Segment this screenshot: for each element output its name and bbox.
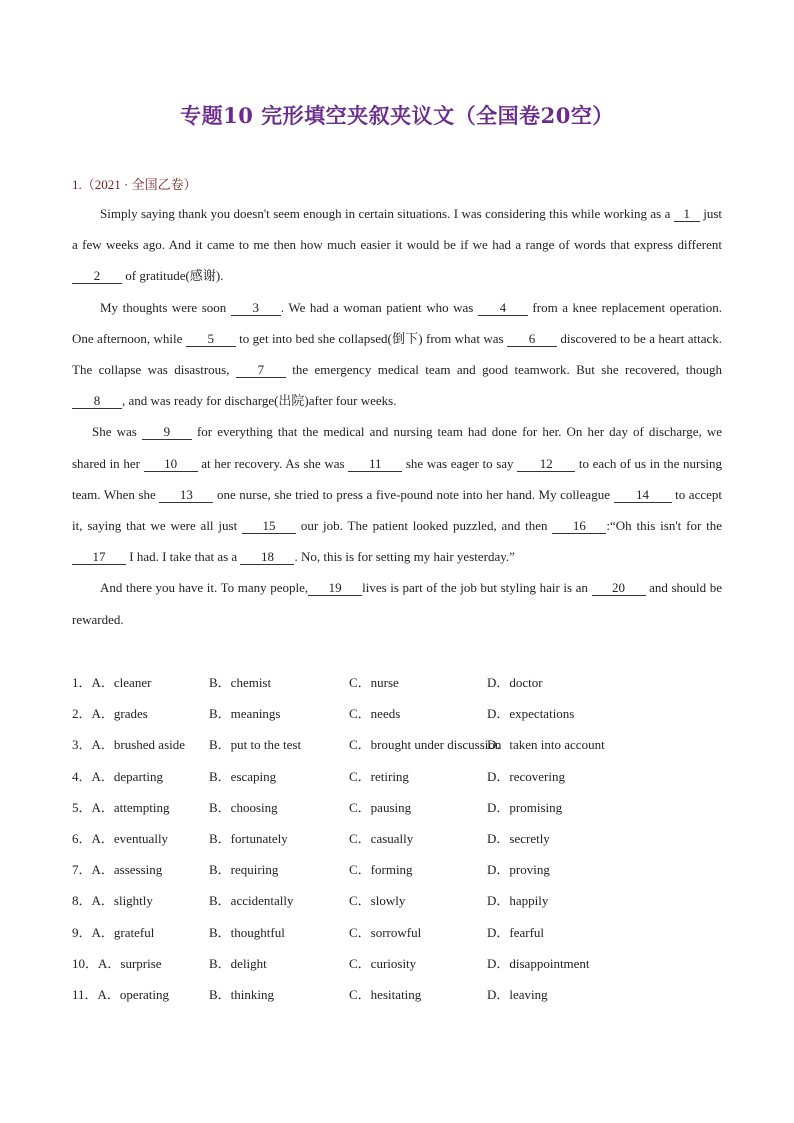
- option-b: B．chemist: [209, 675, 272, 690]
- question-number: 1．: [72, 675, 92, 690]
- question-number: 2．: [72, 706, 92, 722]
- option-d: D．recovering: [487, 768, 565, 784]
- blank-14: 14: [614, 488, 672, 503]
- option-a: [72, 729, 185, 760]
- option-a: [72, 667, 151, 698]
- option-row: [72, 948, 722, 979]
- option-c: C．nurse: [349, 675, 399, 690]
- blank-5: 5: [186, 332, 236, 347]
- question-number: 3．: [72, 737, 92, 753]
- option-row: [72, 729, 722, 760]
- passage-text: from a knee replacement operation. One afternoon, while: [72, 299, 722, 346]
- passage-text: to accept it, saying that we were all just: [72, 486, 722, 534]
- options-list: [72, 667, 722, 1010]
- blank-7: 7: [236, 363, 286, 378]
- option-a-text: A．slightly: [91, 893, 153, 909]
- passage-text: lives is part of the job but styling hair is an: [362, 580, 592, 596]
- blank-12: 12: [517, 457, 575, 472]
- blank-1: 1: [674, 207, 700, 222]
- option-a-text: A．assessing: [91, 862, 163, 878]
- passage-text: one nurse, she tried to press a five-pound note into her hand. My colleague: [213, 486, 614, 502]
- blank-9: 9: [142, 425, 192, 440]
- option-c: C．curiosity: [349, 955, 417, 971]
- passage-text: She was: [92, 424, 142, 440]
- passage-text: I had. I take that as a: [126, 549, 241, 565]
- option-row: [72, 823, 722, 854]
- blank-19: 19: [308, 581, 362, 596]
- passage-text: and should be rewarded.: [72, 580, 722, 627]
- blank-2: 2: [72, 269, 122, 284]
- question-number: 9．: [72, 924, 92, 940]
- option-b: B．fortunately: [209, 830, 288, 846]
- option-a-text: A．cleaner: [91, 675, 152, 690]
- option-c: C．needs: [349, 706, 401, 722]
- option-d: D．taken into account: [487, 737, 605, 753]
- option-a-text: A．departing: [91, 768, 163, 784]
- passage-text: My thoughts were soon: [100, 299, 231, 315]
- option-c: C．retiring: [349, 768, 409, 784]
- option-a: [72, 698, 148, 729]
- option-a: [72, 948, 162, 979]
- option-row: [72, 698, 722, 729]
- option-row: [72, 885, 722, 916]
- option-b: B．thinking: [209, 986, 275, 1002]
- option-row: [72, 761, 722, 792]
- option-d: D．doctor: [487, 675, 543, 690]
- option-d: D．fearful: [487, 924, 545, 940]
- page-title: 专题10 完形填空夹叙夹议文（全国卷20空）: [180, 103, 614, 128]
- option-c: C．sorrowful: [349, 924, 422, 940]
- option-row: [72, 667, 722, 698]
- blank-4: 4: [478, 301, 528, 316]
- option-a-text: A．operating: [97, 986, 170, 1002]
- option-c: C．brought under discussion: [349, 737, 502, 753]
- option-a: [72, 761, 163, 792]
- blank-3: 3: [231, 301, 281, 316]
- option-row: [72, 917, 722, 948]
- option-a-text: A．brushed aside: [91, 737, 186, 753]
- question-number: 6．: [72, 830, 92, 846]
- passage-text: , and was ready for discharge(出院)after four weeks.: [122, 393, 397, 409]
- option-a-text: A．surprise: [98, 955, 162, 971]
- blank-11: 11: [348, 457, 402, 472]
- option-a-text: A．grades: [91, 706, 148, 722]
- option-row: [72, 792, 722, 823]
- option-b: B．escaping: [209, 768, 277, 784]
- passage-text: :“Oh this isn't for the: [606, 518, 723, 534]
- question-number: 4．: [72, 768, 92, 784]
- option-d: D．promising: [487, 799, 563, 815]
- option-b: B．accidentally: [209, 893, 294, 909]
- option-d: D．happily: [487, 893, 549, 909]
- option-b: B．requiring: [209, 862, 279, 878]
- option-a: [72, 979, 169, 1010]
- passage-text: Simply saying thank you doesn't seem enough in certain situations. I was considering this while working as a: [100, 206, 674, 221]
- question-number: 7．: [72, 862, 92, 878]
- option-a: [72, 885, 153, 916]
- option-a: [72, 823, 168, 854]
- option-a-text: A．eventually: [91, 830, 169, 846]
- option-c: C．pausing: [349, 799, 412, 815]
- passage-text: just a few weeks ago. And it came to me then how much easier it would be if we had a range of words that express different: [72, 206, 722, 253]
- blank-20: 20: [592, 581, 646, 596]
- option-c: C．casually: [349, 830, 414, 846]
- blank-13: 13: [159, 488, 213, 503]
- passage: [72, 198, 722, 635]
- option-d: D．disappointment: [487, 955, 590, 971]
- blank-15: 15: [242, 519, 296, 534]
- option-a-text: A．grateful: [91, 924, 155, 940]
- question-number: 11．: [72, 986, 98, 1002]
- paragraph-3: [72, 416, 722, 572]
- question-header: 1.（2021 · 全国乙卷）: [72, 177, 197, 192]
- passage-text: at her recovery. As she was: [197, 455, 349, 471]
- passage-text: to each of us in the nursing team. When she: [72, 455, 723, 502]
- option-c: C．slowly: [349, 893, 406, 909]
- option-a: [72, 917, 154, 948]
- option-c: C．forming: [349, 862, 413, 878]
- option-d: D．expectations: [487, 706, 575, 722]
- option-b: B．thoughtful: [209, 924, 285, 940]
- passage-text: the emergency medical team and good teamwork. But she recovered, though: [285, 362, 722, 378]
- option-b: B．choosing: [209, 799, 278, 815]
- option-d: D．proving: [487, 862, 550, 878]
- option-a: [72, 854, 162, 885]
- option-b: B．delight: [209, 955, 267, 971]
- option-row: [72, 979, 722, 1010]
- blank-17: 17: [72, 550, 126, 565]
- option-b: B．meanings: [209, 706, 281, 722]
- question-number: 5．: [72, 799, 92, 815]
- option-a-text: A．attempting: [91, 799, 170, 815]
- paragraph-4: [72, 572, 722, 634]
- passage-text: to get into bed she collapsed(倒下) from what was: [235, 330, 507, 346]
- passage-text: for everything that the medical and nursing team had done for her. On her day of discharge, we shared in her: [72, 424, 722, 471]
- option-b: B．put to the test: [209, 737, 302, 753]
- passage-text: . No, this is for setting my hair yesterday.”: [294, 549, 515, 565]
- option-d: D．secretly: [487, 830, 550, 846]
- blank-16: 16: [552, 519, 606, 534]
- question-number: 8．: [72, 893, 92, 909]
- passage-text: And there you have it. To many people,: [100, 580, 309, 596]
- blank-8: 8: [72, 394, 122, 409]
- passage-text: she was eager to say: [402, 455, 518, 471]
- passage-text: discovered to be a heart attack. The collapse was disastrous,: [72, 330, 723, 378]
- passage-text: . We had a woman patient who was: [280, 299, 478, 315]
- question-number: 10．: [72, 955, 99, 971]
- option-a: [72, 792, 170, 823]
- blank-6: 6: [507, 332, 557, 347]
- blank-10: 10: [144, 457, 198, 472]
- passage-text: our job. The patient looked puzzled, and then: [296, 518, 553, 534]
- paragraph-1: [72, 198, 722, 292]
- passage-text: of gratitude(感谢).: [122, 268, 224, 284]
- paragraph-2: [72, 292, 722, 417]
- blank-18: 18: [240, 550, 294, 565]
- option-c: C．hesitating: [349, 986, 422, 1002]
- option-row: [72, 854, 722, 885]
- option-d: D．leaving: [487, 986, 548, 1002]
